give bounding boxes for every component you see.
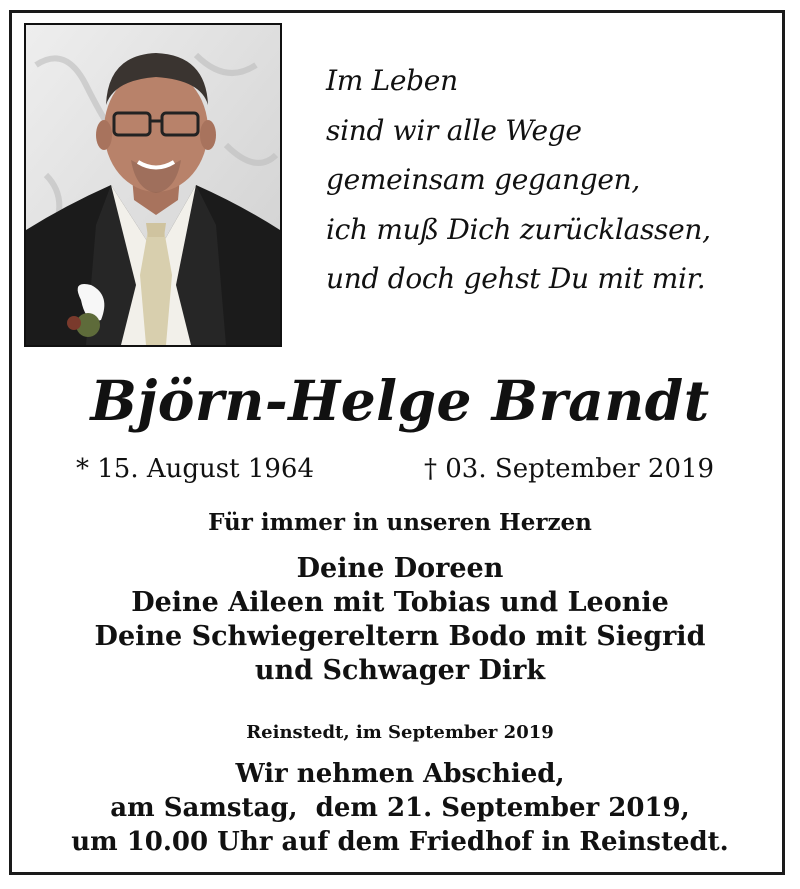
portrait-icon <box>26 25 280 345</box>
poem-line: Im Leben <box>326 64 458 97</box>
death-date: † 03. September 2019 <box>424 454 715 484</box>
deceased-name: Björn-Helge Brandt <box>90 368 710 433</box>
mourner-line: und Schwager Dirk <box>254 655 546 686</box>
farewell-line: am Samstag, dem 21. September 2019, <box>110 793 690 823</box>
mourner-line: Deine Aileen mit Tobias und Leonie <box>131 587 669 618</box>
poem-line: und doch gehst Du mit mir. <box>326 262 706 295</box>
poem-line: ich muß Dich zurücklassen, <box>326 212 711 246</box>
poem-line: sind wir alle Wege <box>326 113 582 147</box>
farewell-line: um 10.00 Uhr auf dem Friedhof in Reinstedt. <box>71 827 729 857</box>
place-date: Reinstedt, im September 2019 <box>246 722 554 743</box>
poem-line: gemeinsam gegangen, <box>326 163 640 196</box>
mourner-line: Deine Doreen <box>296 553 504 584</box>
birth-date: * 15. August 1964 <box>76 454 315 484</box>
poem <box>326 56 766 304</box>
farewell-line: Wir nehmen Abschied, <box>235 759 565 789</box>
mourner-line: Deine Schwiegereltern Bodo mit Siegrid <box>94 621 706 652</box>
portrait-photo <box>24 23 282 347</box>
mourners-intro: Für immer in unseren Herzen <box>208 509 592 536</box>
mourners-list <box>0 552 800 688</box>
farewell-text <box>0 757 800 859</box>
